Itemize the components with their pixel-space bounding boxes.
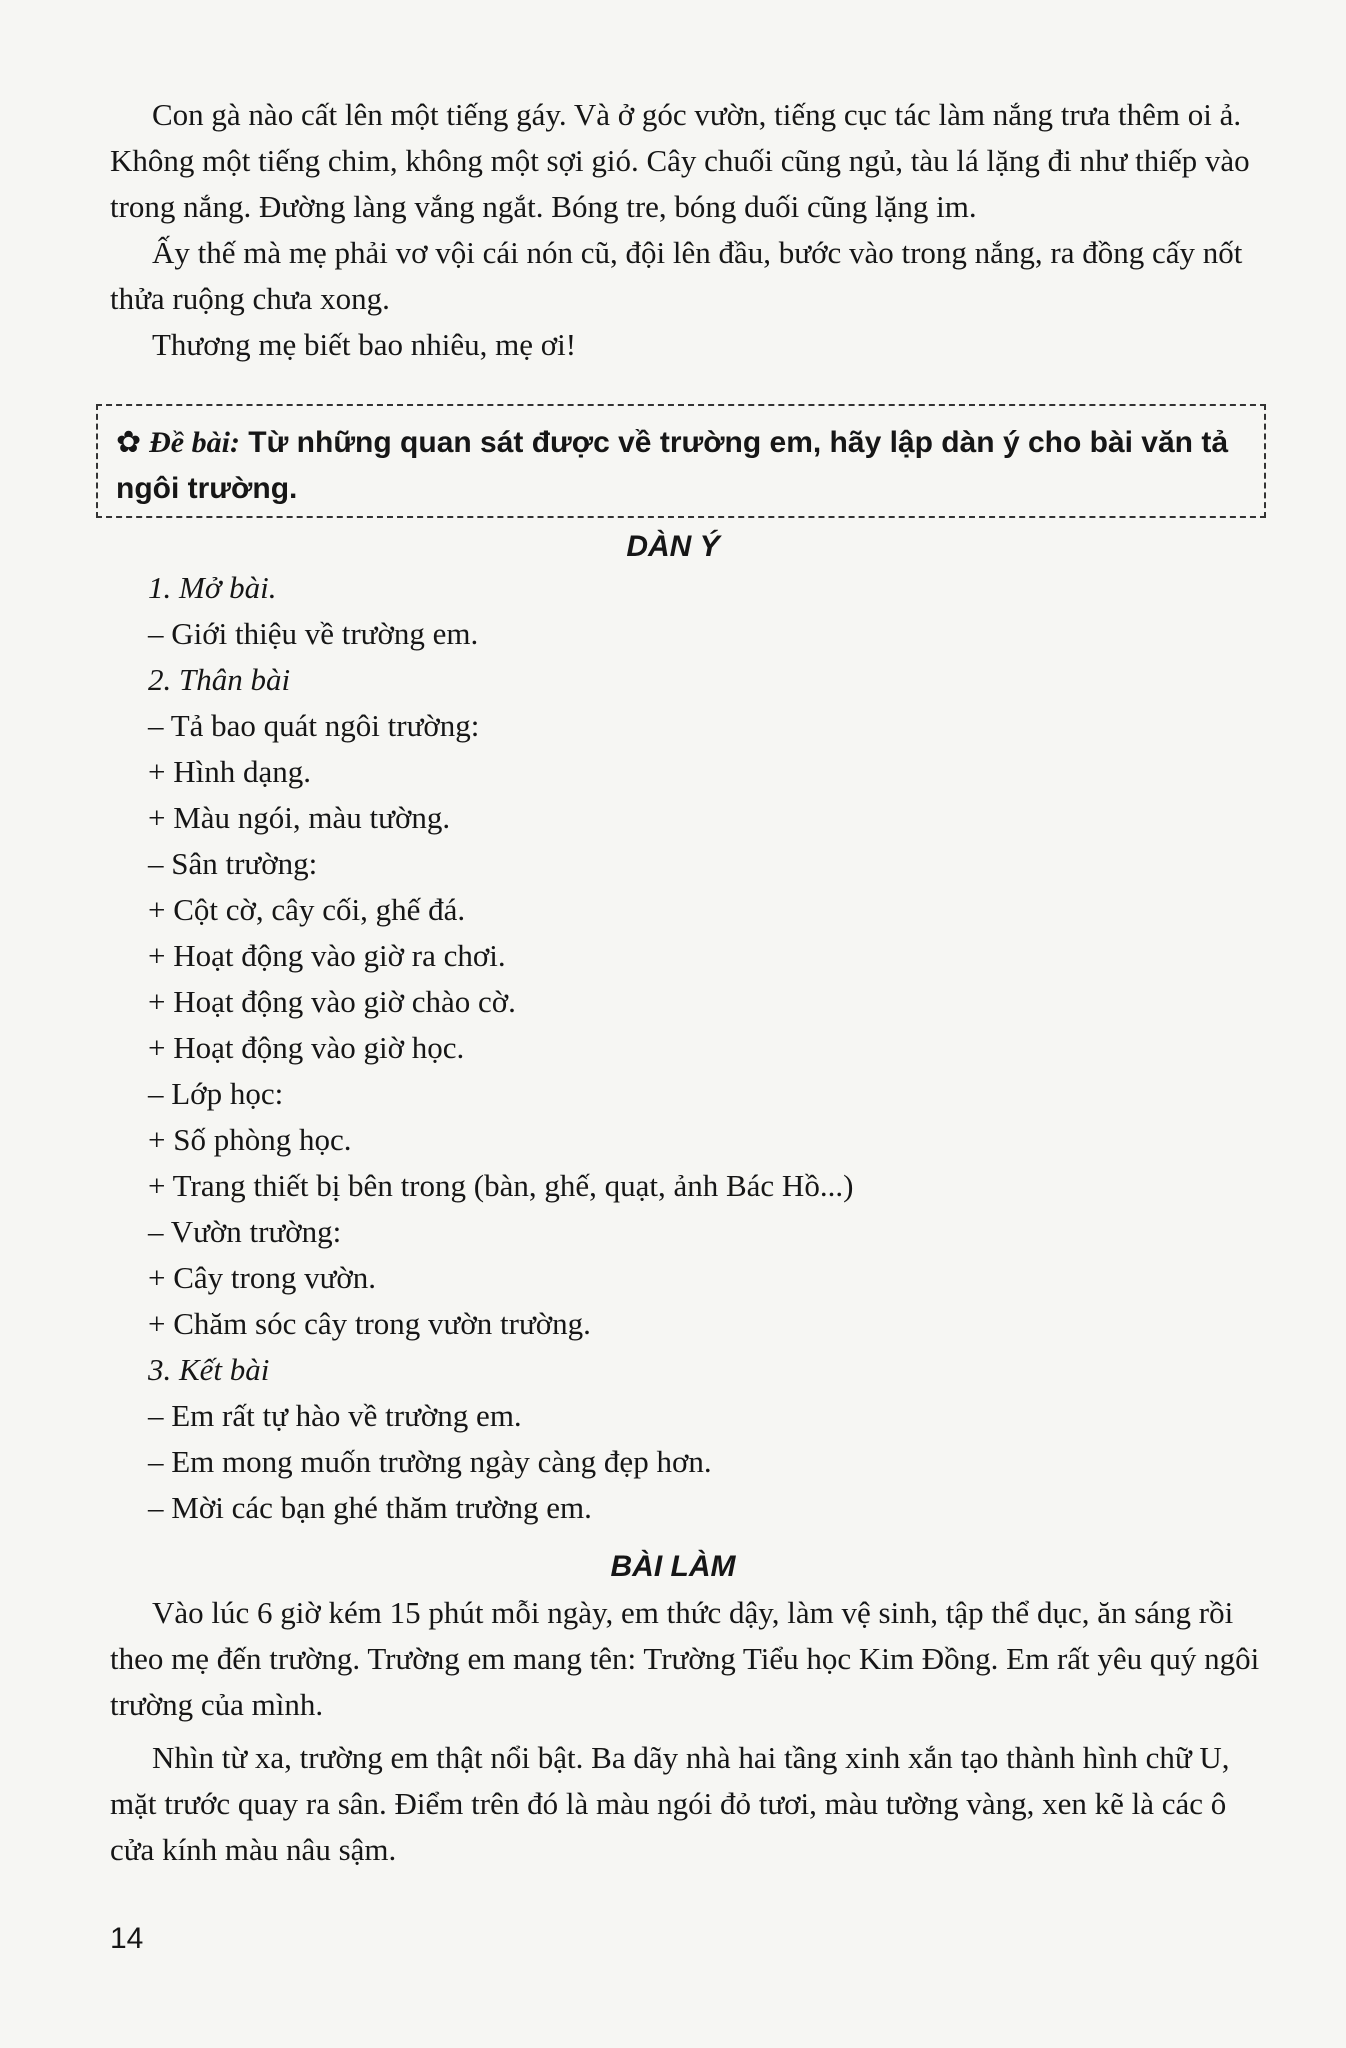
outline-item: + Trang thiết bị bên trong (bàn, ghế, quạt, ảnh Bác Hồ...) xyxy=(148,1168,854,1203)
outline-section-title: 1. Mở bài. xyxy=(148,570,277,605)
intro-paragraph-2: Ấy thế mà mẹ phải vơ vội cái nón cũ, đội lên đầu, bước vào trong nắng, ra đồng cấy nốt thửa ruộng chưa xong. xyxy=(110,235,1243,316)
outline-item: – Vườn trường: xyxy=(148,1214,342,1249)
outline-item: – Em rất tự hào về trường em. xyxy=(148,1398,522,1433)
outline-section-title: 2. Thân bài xyxy=(148,662,291,697)
essay-heading: BÀI LÀM xyxy=(610,1550,736,1583)
outline-item: + Cây trong vườn. xyxy=(148,1260,377,1295)
outline-item: – Mời các bạn ghé thăm trường em. xyxy=(148,1490,592,1525)
outline-item: + Số phòng học. xyxy=(148,1122,352,1157)
outline-item: + Chăm sóc cây trong vườn trường. xyxy=(148,1306,591,1341)
assignment-prompt-box xyxy=(96,404,1266,518)
outline-item: + Hoạt động vào giờ ra chơi. xyxy=(148,938,506,973)
intro-paragraph-1: Con gà nào cất lên một tiếng gáy. Và ở góc vườn, tiếng cục tác làm nắng trưa thêm oi ả. Không một tiếng chim, không một sợi gió. Cây chuối cũng ngủ, tàu lá lặng đi như thiếp vào trong nắng. Đường làng vắng ngắt. Bóng tre, bóng duối cũng lặng im. xyxy=(110,97,1250,224)
outline-item: – Tả bao quát ngôi trường: xyxy=(148,708,480,743)
outline-item: – Giới thiệu về trường em. xyxy=(148,616,479,651)
essay-paragraph-2: Nhìn từ xa, trường em thật nổi bật. Ba dãy nhà hai tầng xinh xắn tạo thành hình chữ U, mặt trước quay ra sân. Điểm trên đó là màu ngói đỏ tươi, màu tường vàng, xen kẽ là các ô cửa kính màu nâu sậm. xyxy=(110,1740,1230,1867)
outline-item: – Lớp học: xyxy=(148,1076,284,1111)
page-number: 14 xyxy=(110,1922,144,1955)
essay-paragraph-1: Vào lúc 6 giờ kém 15 phút mỗi ngày, em thức dậy, làm vệ sinh, tập thể dục, ăn sáng rồi theo mẹ đến trường. Trường em mang tên: Trường Tiểu học Kim Đồng. Em rất yêu quý ngôi trường của mình. xyxy=(110,1595,1260,1722)
prompt-text: Từ những quan sát được về trường em, hãy lập dàn ý cho bài văn tả ngôi trường. xyxy=(116,426,1229,505)
intro-paragraph-3: Thương mẹ biết bao nhiêu, mẹ ơi! xyxy=(152,327,577,362)
flower-bullet-icon: ✿ xyxy=(116,426,142,459)
outline-item: + Hoạt động vào giờ chào cờ. xyxy=(148,984,516,1019)
outline-list xyxy=(148,565,1198,1531)
outline-heading: DÀN Ý xyxy=(626,530,720,563)
outline-section-title: 3. Kết bài xyxy=(148,1352,270,1387)
outline-item: + Màu ngói, màu tường. xyxy=(148,800,451,835)
outline-item: + Cột cờ, cây cối, ghế đá. xyxy=(148,892,466,927)
outline-item: + Hoạt động vào giờ học. xyxy=(148,1030,465,1065)
outline-item: – Em mong muốn trường ngày càng đẹp hơn. xyxy=(148,1444,712,1479)
prompt-label: Đề bài: xyxy=(149,426,240,459)
outline-item: – Sân trường: xyxy=(148,846,318,881)
outline-item: + Hình dạng. xyxy=(148,754,311,789)
